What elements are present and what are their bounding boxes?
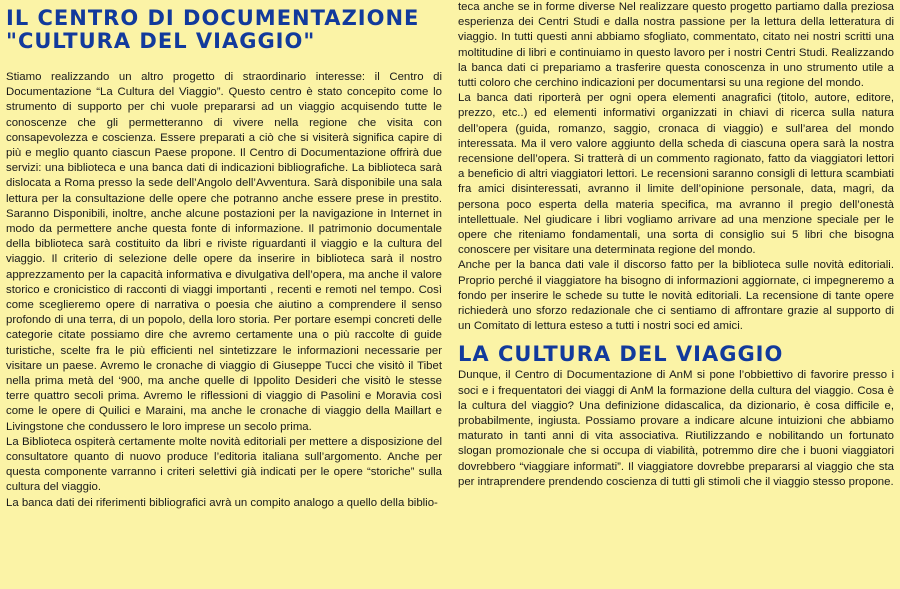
left-paragraph-3: La banca dati dei riferimenti bibliografici avrà un compito analogo a quello della biblio- — [6, 496, 438, 509]
title-line-1: IL CENTRO DI DOCUMENTAZIONE — [6, 6, 420, 30]
left-paragraph-2: La Biblioteca ospiterà certamente molte novità editoriali per mettere a disposizione del consultatore quanto di nuovo produce l’editoria italiana sull’argomento. Anche per questa componente varranno i criteri selettivi già indicati per le opere “storiche” sulla cultura del viaggio. — [6, 435, 442, 494]
page-title — [6, 7, 442, 53]
right-paragraph-1: teca anche se in forme diverse Nel realizzare questo progetto partiamo dalla preziosa esperienza dei Centri Studi e dalla nostra passione per la lettura della letteratura di viaggio. In tutti questi anni abbiamo sfogliato, commentato, citato nei nostri scritti una moltitudine di libri e continuiamo in questo lavoro per i nostri Centri Studi. Realizzando la banca dati ci prepariamo a trasferire questa conoscenza in uno strumento utile a tutti coloro che cerchino indicazioni per documentarsi su una regione del mondo. — [458, 1, 894, 90]
right-paragraph-3: Anche per la banca dati vale il discorso fatto per la biblioteca sulle novità editoriali. Proprio perché il viaggiatore ha bisogno di informazioni aggiornate, ci impegneremo a fondo per inserire le schede su tutte le novità editoriali. La recensione di tante opere richiederà uno sforzo redazionale che ci sentiamo di affrontare grazie al supporto di un Comitato di lettura esteso a tutti i nostri soci ed amici. — [458, 259, 894, 333]
left-paragraph-1: Stiamo realizzando un altro progetto di straordinario interesse: il Centro di Documentazione “La Cultura del Viaggio”. Questo centro è stato concepito come lo strumento di supporto per chi vuole prepararsi ad un viaggio acquisendo tutte le conoscenze che gli permetteranno di vivere nella regione che visita con consapevolezza e coscienza. Essere preparati a ciò che si visiterà significa capire di più e meglio quanto ciascun Paese propone. Il Centro di Documentazione offrirà due servizi: una biblioteca e una banca dati di indicazioni bibliografiche. La biblioteca sarà dislocata a Roma presso la sede dell’Angolo dell’Avventura. Sarà disponibile una sala lettura per la consultazione delle opere che potranno anche essere prese in prestito. Saranno Disponibili, inoltre, anche alcune postazioni per la navigazione in Internet in modo da permettere anche questa fonte di informazione. Il patrimonio documentale della biblioteca sarà costituito da libri e riviste riguardanti il viaggio e la cultura del viaggio. Il criterio di selezione delle opere da inserire in biblioteca sarà il nostro apprezzamento per la capacità informativa e divulgativa dell’opera, ma anche il valore storico e cronicistico di racconti di viaggi importanti , recenti e remoti nel tempo. Così come sceglieremo opere di narrativa o poesia che aiutino a comprendere il senso profondo di una terra, di un popolo, della loro storia. Per portare esempi concreti delle categorie citate possiamo dire che avremo certamente una o più raccolte di guide turistiche, scelte fra le più efficienti nel sintetizzare le informazioni necessarie per visitare un paese. Avremo le cronache di viaggio di Giuseppe Tucci che visitò il Tibet nella prima metà del ‘900, ma anche quelle di Ippolito Desideri che visitò le stesse terre quattro secoli prima. Avremo le riflessioni di viaggio di Pasolini e Moravia così come le opere di Quilici e Maraini, ma anche le cronache di viaggio della Maillart e Livingstone che condussero le loro imprese un secolo prima. — [6, 71, 442, 433]
title-line-2: "CULTURA DEL VIAGGIO" — [6, 29, 316, 53]
right-column — [458, 0, 894, 490]
section-title: LA CULTURA DEL VIAGGIO — [458, 342, 784, 367]
right-paragraph-4: Dunque, il Centro di Documentazione di AnM si pone l’obbiettivo di favorire presso i soci e i frequentatori dei viaggi di AnM la formazione della cultura del viaggio. Cosa è la cultura del viaggio? Una definizione didascalica, da dizionario, è cosa difficile e, probabilmente, ingiusta. Possiamo provare a indicare alcune intuizioni che abbiamo maturato in tanti anni di vita associativa. Riutilizzando e nobilitando un fortunato slogan promozionale che si occupa di viabilità, potremmo dire che i buoni viaggiatori dovrebbero “viaggiare informati”. Il viaggiatore dovrebbe prepararsi al viaggio che sta per intraprendere prendendo coscienza di tutti gli stimoli che il viaggio stesso propone. — [458, 369, 894, 488]
right-paragraph-2: La banca dati riporterà per ogni opera elementi anagrafici (titolo, autore, editore, prezzo, etc..) ed elementi informativi organizzati in chiavi di ricerca sulla natura dell’opera (guida, romanzo, saggio, cronaca di viaggio) e sull’area del mondo interessata. Ma il vero valore aggiunto della scheda di ciascuna opera sarà la nostra recensione dell’opera. Si tratterà di un commento ragionato, fatto da viaggiatori lettori a beneficio di altri viaggiatori lettori. Le recensioni saranno consigli di lettura scambiati fra amici disinteressati, avranno il limite dell’opinione personale, data, magri, da persona poco esperta della materia specifica, ma avranno il pregio dell’onestà intellettuale. Nel giudicare i libri vogliamo arrivare ad una menzione speciale per le opere che riteniamo fondamentali, una sorta di consiglio sui 5 libri che bisogna conoscere per visitare una determinata regione del mondo. — [458, 92, 894, 257]
left-column — [6, 0, 442, 511]
